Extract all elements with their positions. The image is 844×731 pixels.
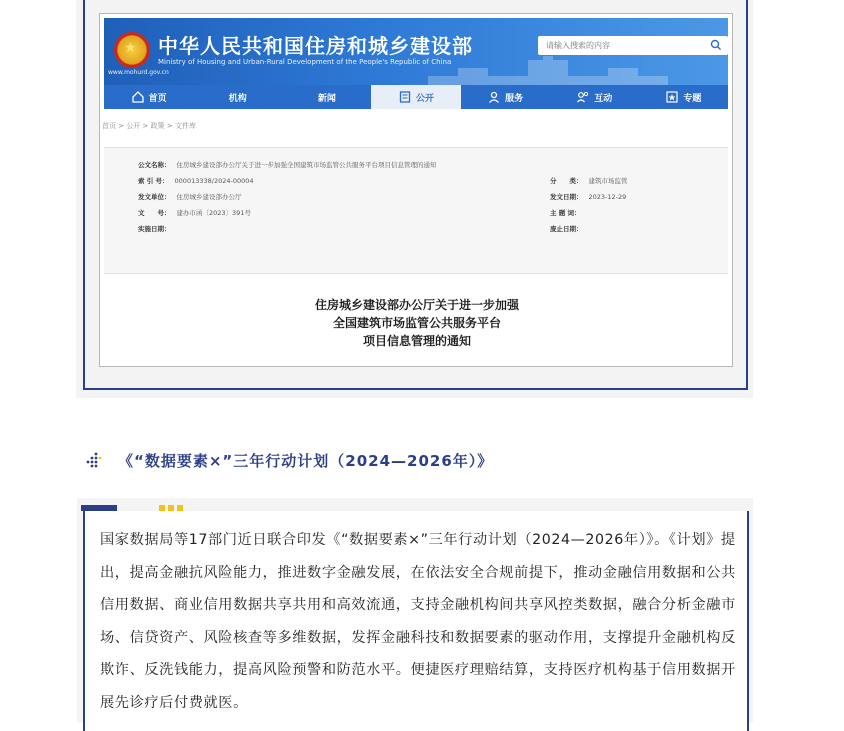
meta-doc-name: 公文名称： 住房城乡建设部办公厅关于进一步加强全国建筑市场监管公共服务平台项目信息管理的通知 [138,161,437,169]
meta-issuer: 发文单位： 住房城乡建设部办公厅 [138,193,242,201]
nav-label: 机构 [228,93,247,104]
dots-grid-icon [86,452,102,470]
nav-item-interaction[interactable] [550,85,639,109]
document-title-line: 住房城乡建设部办公厅关于进一步加强 [314,298,519,312]
nav-item-news[interactable] [282,85,371,109]
search-icon[interactable] [710,39,722,51]
document-title-line: 全国建筑市场监管公共服务平台 [332,316,501,330]
section-heading: 《“数据要素×”三年行动计划（2024—2026年）》 [118,452,494,470]
site-subtitle: Ministry of Housing and Urban-Rural Development of the People's Republic of China [158,58,452,66]
site-nav-bar [104,85,728,109]
meta-category: 分 类： 建筑市场监管 [550,177,628,185]
interaction-icon [576,90,590,104]
document-title [100,296,733,350]
nav-label: 服务 [505,93,524,104]
meta-docno: 文 号： 建办市函〔2023〕391号 [138,209,251,217]
document-icon [398,90,412,104]
breadcrumb: 首页 > 公开 > 政策 > 文件库 [102,122,196,130]
nav-item-services[interactable] [461,85,550,109]
nav-label: 互动 [594,93,613,104]
nav-label: 新闻 [317,93,336,104]
search-placeholder: 请输入搜索的内容 [546,41,610,50]
nav-item-public[interactable] [371,85,460,109]
meta-implementation-date: 实施日期： [138,225,171,233]
site-banner [104,18,728,94]
home-icon [131,90,145,104]
nav-item-home[interactable] [104,85,193,109]
service-person-icon [487,90,501,104]
document-metadata-table [104,147,728,274]
meta-subject: 主 题 词： [550,209,581,217]
site-url: www.mohurd.gov.cn [108,69,169,76]
nav-label: 首页 [148,93,167,104]
nav-item-topics[interactable] [639,85,728,109]
meta-expire-date: 废止日期： [550,225,583,233]
meta-index: 索 引 号： 000013338/2024-00004 [138,177,254,185]
nav-item-institutions[interactable] [193,85,282,109]
star-box-icon [665,90,679,104]
national-emblem-icon: ★ [114,32,150,68]
meta-issue-date: 发文日期： 2023-12-29 [550,193,627,201]
ministry-website-screenshot [99,13,733,367]
document-title-line: 项目信息管理的通知 [362,334,471,348]
nav-label: 公开 [415,93,434,104]
site-title: 中华人民共和国住房和城乡建设部 [158,34,473,58]
body-paragraph: 国家数据局等17部门近日联合印发《“数据要素×”三年行动计划（2024—2026年）》。《计划》提出，提高金融抗风险能力，推进数字金融发展，在依法安全合规前提下，推动金融信用数据和公共信用数据、商业信用数据共享共用和高效流通，支持金融机构间共享风控类数据，融合分析金融市场、信贷资产、风险核查等多维数据，发挥金融科技和数据要素的驱动作用，支撑提升金融机构反欺诈、反洗钱能力，提高风险预警和防范水平。便捷医疗理赔结算，支持医疗机构基于信用数据开展先诊疗后付费就医。 [100,532,736,711]
site-search-box[interactable] [538,36,728,55]
nav-label: 专题 [683,93,702,104]
